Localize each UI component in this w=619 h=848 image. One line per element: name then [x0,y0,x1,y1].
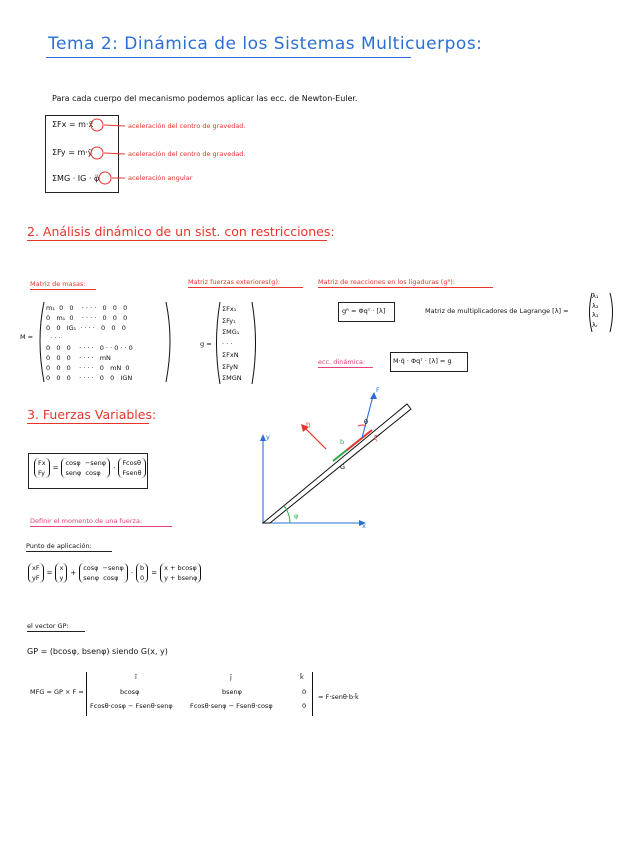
eq-fy: ΣFy = m·ÿ [52,148,93,157]
gp-equation: GP = (bcosφ, bsenφ) siendo G(x, y) [27,647,168,656]
mass-matrix-label: Matriz de masas: [30,280,86,288]
ext-matrix-row: ΣFyN [222,362,238,371]
mass-matrix-row: · · · [46,334,61,342]
gp-vector-label: el vector GP: [27,622,69,630]
eq-mg: ΣMG · IG · φ̈ [52,174,100,183]
mass-matrix-symbol: M = [20,333,34,341]
det-r2c2: Fcosθ·senφ − Fsenθ·cosφ [190,702,273,710]
det-result: = F·senθ·b·k̄ [318,693,359,701]
app-rot-matrix: cosφ −senφ senφ cosφ [79,563,128,583]
phi-label: φ [294,512,299,520]
y-axis-label: y [266,433,270,441]
ext-matrix-row: ΣFy₁ [222,316,236,325]
mass-matrix-row: 0 0 0 · · · · 0 mN 0 [46,364,130,372]
dot-sign: · [130,568,134,577]
bar-body [263,404,411,523]
ext-matrix-row: · · · [222,339,233,348]
app-result-vector: x + bcosφ y + bsenφ [160,563,201,583]
lagrange-entry: λ₂ [592,301,599,310]
app-local-vector: b 0 [136,563,148,583]
eta-label: η [306,420,311,428]
ext-matrix-row: ΣMGN [222,374,242,382]
application-point-label: Punto de aplicación: [26,542,92,550]
eq-fx: ΣFx = m·ẍ [52,120,94,129]
ext-forces-label: Matriz fuerzas exteriores(g): [188,278,281,286]
b-label: b [340,438,345,446]
eta-axis [304,427,326,449]
section2-heading: 2. Análisis dinámico de un sist. con restricciones: [27,224,335,239]
reaction-equation: gᴿ = Φqᵀ · [λ] [342,307,386,315]
plus-sign: + [70,568,77,577]
dyn-eq-label: ecc. dinámica: [318,358,366,366]
mass-matrix-row: 0 0 0 · · · · 0 0 IGN [46,374,133,382]
det-r1c2: bsenφ [222,688,242,696]
xi-axis [347,430,372,450]
lagrange-entry: λ₃ [592,311,599,319]
note-mg: aceleración angular [128,174,193,182]
lagrange-label: Matriz de multiplicadores de Lagrange [λ] = [425,307,569,315]
phi-arc [284,506,290,523]
det-r2c3: 0 [302,702,307,710]
ext-matrix-row: ΣFxN [222,351,239,359]
theta-label: θ [364,418,368,426]
page-title: Tema 2: Dinámica de los Sistemas Multicuerpos: [48,34,483,54]
det-k: k̄ [300,673,304,681]
reaction-label: Matriz de reacciones en los ligaduras (gᴿ): [318,278,456,286]
det-r1c3: 0 [302,688,307,696]
ext-matrix-symbol: g = [200,340,212,348]
dyn-equation: M·q̈ · Φqᵀ · [λ] = g [393,357,452,365]
dot-sign: · [113,463,116,472]
section3-heading: 3. Fuerzas Variables: [27,407,157,422]
moment-det-lhs: MFG = GP × F = [30,688,84,696]
note-fx: aceleración del centro de gravedad. [128,122,246,130]
moment-label: Definir el momento de una fuerza: [30,517,143,525]
mass-matrix-row: 0 0 0 · · · · 0 · · 0 · · 0 [46,344,133,352]
g-point-label: G [340,463,346,471]
det-i: ī [135,673,137,681]
lagrange-entry: λ₁ [592,292,599,300]
force-label: F [376,386,380,394]
mass-matrix-row: 0 0 0 · · · · mN [46,354,111,362]
lagrange-entry: λᵣ [592,320,598,329]
rot-matrix: cosφ −senφ senφ cosφ [61,458,110,478]
intro-text: Para cada cuerpo del mecanismo podemos aplicar las ecc. de Newton-Euler. [52,94,358,103]
ext-matrix-row: ΣFx₁ [222,305,237,313]
rot-local-force: Fcosθ Fsenθ [118,458,145,478]
mass-matrix-row: 0 0 IG₁ · · · · 0 0 0 [46,324,126,332]
app-point-vector: xF yF [28,563,44,583]
equals-sign: = [52,463,59,472]
note-fy: aceleración del centro de gravedad. [128,150,246,158]
det-j: j̄ [230,673,232,681]
x-axis-label: x [362,522,366,530]
app-g-vector: x y [55,563,67,583]
det-r2c1: Fcosθ·cosφ − Fsenθ·senφ [90,702,173,710]
mass-matrix-row: m₁ 0 0 · · · · 0 0 0 [46,304,128,312]
equals-sign: = [46,568,53,577]
equals-sign: = [151,568,158,577]
rot-force-vector: Fx Fy [34,458,50,478]
det-r1c1: bcosφ [120,688,140,696]
xi-label: ξ [374,434,378,442]
mass-matrix-row: 0 m₁ 0 · · · · 0 0 0 [46,314,128,322]
ext-matrix-row: ΣMG₁ [222,328,240,336]
